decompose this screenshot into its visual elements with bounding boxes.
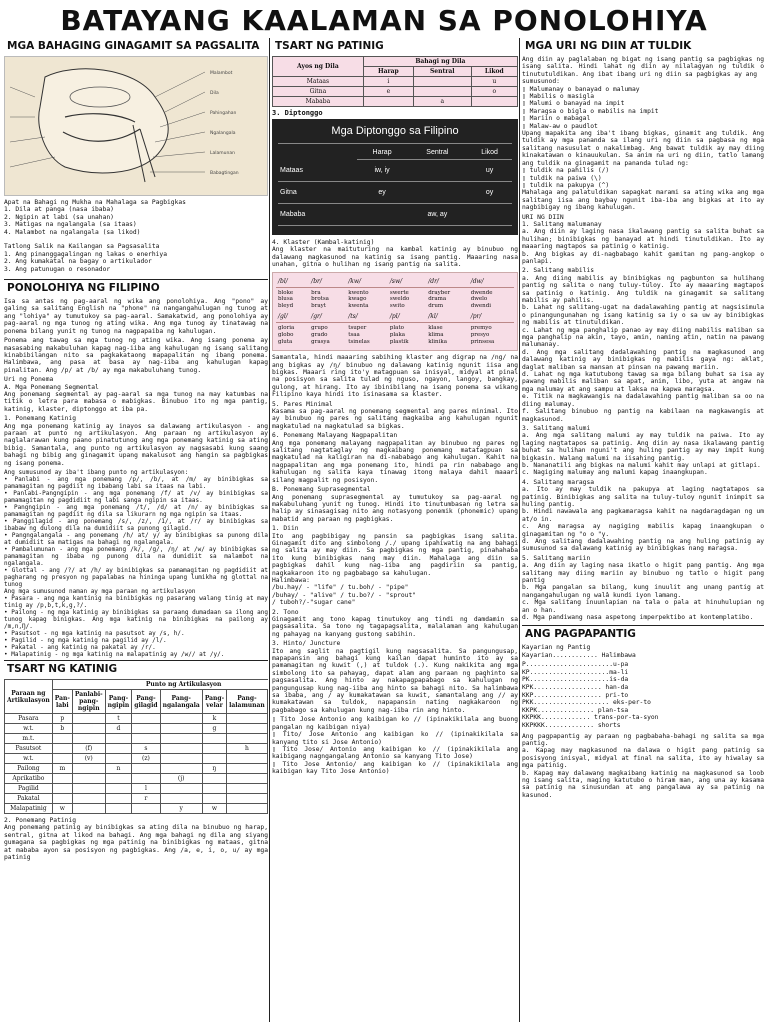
- table-cell: [267, 774, 268, 784]
- paragraph: 5. Salitang mariin a. Ang diin ay laging nasa ikatlo o higit pang pantig. Ang mga salitang may diing mariin ay binubuo ng tatlo o higit pang pantig b. Mga pangalan sa bilang, kung inuulit ang unang pantig at nangangahulugan ng walâ kundi iyon lamang. c. Mga salitang inuunlapian na tala o pala at hinuhulupian ng an o han. d. Mga pandiwang nasa aspetong imperpektibo at kontemplatibo.: [522, 554, 764, 622]
- table-row: [278, 160, 512, 182]
- table-row-label: Pagilid: [5, 784, 53, 794]
- table-cell: [52, 784, 72, 794]
- section-heading-tsart-katinig: TSART NG KATINIG: [4, 660, 268, 676]
- table-cell: [413, 87, 471, 97]
- table-cell: [160, 794, 202, 804]
- table-cell: [72, 784, 105, 794]
- table-row-label: Pasara: [5, 714, 53, 724]
- table-cell: [413, 77, 471, 87]
- table-cell: [72, 794, 105, 804]
- table-cell: [72, 764, 105, 774]
- svg-text:Ngalangala: Ngalangala: [210, 131, 236, 136]
- table-cell: [132, 734, 160, 744]
- table-column-header: Pang-lalamunan: [227, 690, 268, 714]
- table-cell: [408, 160, 467, 182]
- paragraph: 3. Hinto/ Juncture Ito ang saglit na pagtigil kung nagsasalita. Sa pangungusap, mapapansin ang bahagi kung kailan dapat huminto ito ay sa pamamagitan ng kuwit (,) at tuldok (.). Kung nakikita ang mga simbolong ito sa pahayag, dapat alam ang paraan ng paghinto sa pagsasalita. Ang hinto ay nakapagpapabago sa kahulugan ng pangungusap kung nag-iiba ang hinto sa bahagi nito. Sa halimbawa sa ibaba, ang / ay kumakatawan sa kuwit, samantalang ang // ay kumakatawan sa tuldok, napapansin nating nagkakaroon ng pagbabago sa kahulugan kung nag-iiba rin ang hinto.: [272, 640, 518, 714]
- table-group-header: Bahagi ng Dila: [363, 57, 517, 67]
- list-item: KPK.................. han-da: [522, 684, 629, 692]
- table-column-header: Harap: [363, 67, 413, 77]
- klaster-words: grupo grado grasya: [311, 325, 330, 345]
- table-cell: g: [202, 724, 226, 734]
- table-cell: [52, 794, 72, 804]
- table-cell: [227, 804, 268, 814]
- table-cell: [267, 744, 268, 754]
- section-heading-ponolohiya: PONOLOHIYA NG FILIPINO: [4, 279, 268, 295]
- table-group-header: Punto ng Artikulasyon: [52, 680, 268, 690]
- klaster-head: /dr/: [426, 276, 468, 288]
- klaster-head: /kl/: [426, 311, 468, 323]
- svg-text:Dila: Dila: [210, 91, 219, 96]
- table-cell: [202, 754, 226, 764]
- table-cell: [227, 754, 268, 764]
- table-row: [5, 794, 269, 804]
- table-column-header: Sentral: [408, 146, 467, 160]
- table-cell: h: [227, 744, 268, 754]
- table-cell: oy: [467, 181, 512, 203]
- klaster-head: /br/: [309, 276, 346, 288]
- klaster-words: kwento kwago kwenta: [348, 289, 369, 309]
- table-cell: l: [132, 784, 160, 794]
- paragraph: B. Ponemang Suprasegmental Ang ponemang suprasegmental ay tumutukoy sa pag-aaral ng makabuluhang yunit ng tunog. Hindi ito tinutumbasan ng letra sa halip ay sinasagisag nito ang notasyong ponemik (phonemic) upang mabatid ang paraan ng pagbigkas.: [272, 486, 518, 523]
- table-row: [5, 764, 269, 774]
- table-cell: k: [202, 714, 226, 724]
- klaster-words: bloke blusa bleyd: [278, 289, 294, 309]
- table-cell: [408, 181, 467, 203]
- table-row: [276, 287, 514, 311]
- table-row: [273, 77, 518, 87]
- table-column-header: Likod: [467, 146, 512, 160]
- section-heading-pagpapantig: ANG PAGPAPANTIG: [522, 625, 764, 641]
- table-column-header: Pang-gilagid: [132, 690, 160, 714]
- table-column-header: Pang-ngalangala: [160, 690, 202, 714]
- table-row: [276, 276, 514, 288]
- katinig-chart-table: [4, 679, 268, 814]
- table-cell: [202, 774, 226, 784]
- table-cell: n: [105, 764, 132, 774]
- table-cell: (v): [72, 754, 105, 764]
- klaster-head: /dw/: [469, 276, 514, 288]
- list-item: PK.....................is-da: [522, 676, 629, 684]
- table-cell: [202, 734, 226, 744]
- table-cell: [72, 714, 105, 724]
- paragraph: 5. Pares Minimal Kasama sa pag-aaral ng ponemang segmental ang pares minimal. Ito ay binubuo ng pares ng salitang magkaiba ang kahulugan ngunit magkatulad na magkatulad sa bigkas.: [272, 400, 518, 430]
- klaster-words: dwende dwelo dwendi: [470, 289, 493, 309]
- klaster-head: /pl/: [388, 311, 426, 323]
- paragraph: 2. Tono Ginagamit ang tono kapag tinutukoy ang tindi ng damdamin sa pagsasalita. Sa tono ng tagapagsalita, malalaman ang kahulugan ng pahayag na kanyang gustong sabihin.: [272, 608, 518, 638]
- table-cell: [227, 764, 268, 774]
- paragraph: Isa sa antas ng pag-aaral ng wika ang ponolohiya. Ang "pono" ay galing sa salitang English na "phone" na nangangahulugan ng tunog at ang "lohiya" ay tumutukoy sa pag-aaral. Samakatwid, ang ponolohiya ay pag-aaral ng mga tunog ng ating wika. Ang mga tunog ay tinatawag na ponema bilang yunit ng tunog na nagpapaiba ng kahulugan.: [4, 298, 268, 335]
- table-corner: [278, 146, 357, 160]
- table-cell: [227, 794, 268, 804]
- table-cell: [227, 784, 268, 794]
- table-cell: [357, 203, 408, 225]
- table-column-header: Likod: [471, 67, 517, 77]
- table-row-label: Gitna: [278, 181, 357, 203]
- table-cell: [105, 794, 132, 804]
- diptonggo-label: 3. Diptonggo: [272, 109, 323, 117]
- table-row-label: Pakatal: [5, 794, 53, 804]
- column-left: [4, 36, 268, 1022]
- table-cell: [202, 744, 226, 754]
- table-row: [276, 311, 514, 323]
- table-cell: [467, 203, 512, 225]
- table-row-label: w.t.: [5, 724, 53, 734]
- table-row: [5, 774, 269, 784]
- table-cell: [105, 744, 132, 754]
- table-column-header: Harap: [357, 146, 408, 160]
- table-cell: p: [52, 714, 72, 724]
- paragraph: 1. Diin Ito ang pagbibigay ng pansin sa pagbigkas isang salita. Ginagamit dito ang simbolong /./ upang ipahiwatig na ang bahagi ng salita ay may diin. Sa pagbigkas ng mga pantig, pinahahaba ito kung binibigkas nang may diin. Mahalaga ang diin sa pagbigkas dahil kung nag-iiba ang pagdiriin sa pantig, nagkakaroon ito ng pagbabago sa kahulugan. Halimbawa: /bu.hay/ - "life" / tu.boh/ - "pipe" /buhay/ - "alive" / tu.bo?/ - "sprout" / tuboh?/-"sugar cane": [272, 525, 518, 607]
- table-row-label: Pailong: [5, 764, 53, 774]
- klaster-words: swerte sweldo swito: [389, 289, 410, 309]
- table-corner: Paraan ng Artikulasyon: [5, 680, 53, 714]
- table-cell: [132, 714, 160, 724]
- table-cell: ŋ: [202, 764, 226, 774]
- table-column-header: Pan-labi: [52, 690, 72, 714]
- klaster-words: plato plaka plastik: [389, 325, 409, 345]
- table-cell: [105, 784, 132, 794]
- table-cell: [132, 804, 160, 814]
- patinig-chart-table: [272, 56, 518, 107]
- table-cell: (z): [132, 754, 160, 764]
- table-cell: [267, 754, 268, 764]
- paragraph: 1. Ponemang Katinig Ang mga ponemang katinig ay inayos sa dalawang artikulasyon - ang paraan at punto ng artikulasyon. Ang paraan ng artikulasyon ay naglalarawan kung paano pinatutunog ang mga ponemang katinig sa ating bibig. Samantala, ang punto ng artikulasyon ay nagsasabi kung saang bahagi ng bibig ang ginagamit upang makalusot ang hangin sa pagbigkas ng isang ponema.: [4, 415, 268, 467]
- klaster-words: tsuper tsaa tsinelas: [348, 325, 370, 345]
- paragraph: Uri ng Ponema A. Mga Ponemang Segmental Ang ponemang segmental ay pag-aaral sa mga tunog na may katumbas na titik o letra para mabasa o mabigkas. Binubuo ito ng mga pantig, katinig, klaster, diptonggo at iba pa.: [4, 376, 268, 413]
- column-right: [522, 36, 764, 1022]
- list-item: PKK.................... eks-per-to: [522, 699, 651, 707]
- table-cell: [52, 744, 72, 754]
- klaster-words: bra brotsa brayt: [311, 289, 329, 309]
- table-row: [278, 203, 512, 225]
- section-heading-tsart-patinig: TSART NG PATINIG: [275, 40, 384, 52]
- table-cell: [72, 774, 105, 784]
- list-item: KKPKKK............. shorts: [522, 722, 621, 730]
- table-cell: a: [413, 97, 471, 107]
- table-cell: [72, 724, 105, 734]
- table-cell: [227, 724, 268, 734]
- table-cell: uy: [467, 160, 512, 182]
- table-cell: [267, 784, 268, 794]
- table-column-header: [267, 690, 268, 714]
- table-row: [5, 784, 269, 794]
- paragraph: Ang pagpapantig ay paraan ng pagbabaha-bahagi ng salita sa mga pantig. a. Kapag may magkasunod na dalawa o higit pang patinig sa posisyong inisyal, midyal at final na salita, ito ay hiwalay sa mga patinig. b. Kapag may dalawang magkaibang katinig na magkasunod sa loob ng isang salita, maging katutubo o hiram man, ang una ay kasama sa patinig na sinusundan at ang pangalawa ay sa patinig na kasunod.: [522, 732, 764, 799]
- klaster-words: premyo presyo prinsesa: [470, 325, 495, 345]
- table-cell: [160, 724, 202, 734]
- list-item: KKP.................. pri-to: [522, 691, 629, 699]
- table-column-header: Sentral: [413, 67, 471, 77]
- table-cell: r: [132, 794, 160, 804]
- svg-text:Babagtingan: Babagtingan: [210, 171, 239, 176]
- table-cell: [267, 794, 268, 804]
- table-cell: [471, 97, 517, 107]
- table-cell: [105, 804, 132, 814]
- klaster-table: [272, 272, 518, 352]
- list-item: KKPKK............. trans-por-ta-syon: [522, 714, 659, 722]
- page-title: BATAYANG KAALAMAN SA PONOLOHIYA: [60, 4, 708, 37]
- list-item: KKPK............... plan-tsa: [522, 706, 629, 714]
- table-cell: [160, 784, 202, 794]
- table-row-label: Mataas: [278, 160, 357, 182]
- klaster-head: /pr/: [469, 311, 514, 323]
- table-cell: d: [105, 724, 132, 734]
- table-cell: [227, 734, 268, 744]
- paragraph: 2. Salitang mabilis a. Ang diing mabilis ay binibigkas ng pagbunton sa hulihang pantig ng salita o nang tuluy-tuloy. Ito ay maaaring magtapos sa patinig o katinig. Ang tuldik na ginagamit sa salitang mabilis ay pahilis. b. Lahat ng salitang-ugat na dadalawahing pantig at nagsisimula o pinangungunahan ng isang katinig sa iy o sa uw ay binibigkas ng mabilis at tinutuldikan. c. Lahat ng mga panghalip panao ay may diing mabilis maliban sa mga panghalip na akin, tayo, amin, naming atin, natin na pawang malumanay. d. Ang mga salitang dadalawahing pantig na magkasunod ang dalawang katinig ay binibigkas ng mabilis gaya ng: aklat, daglat maliban sa mansan at pinsan na pawang mariin. d. Lahat ng mga katutubong tawag sa mga bilang buhat sa isa ay pawang mabilis maliban sa apat, anim, libo, yuta at angaw na mga malumay at ang sampu at laksa na kapwa maragsa. e. Titik na magkawangis na dadalawahing pantig maliban sa oo na diing malumay. f. Salitang binubuo ng pantig na kabilaan na magkawangis at magkasunod.: [522, 267, 764, 423]
- table-row: [5, 714, 269, 724]
- section-heading-bahagi: MGA BAHAGING GINAGAMIT SA PAGSALITA: [7, 40, 260, 52]
- table-cell: [267, 724, 268, 734]
- paragraph: Ang diin ay paglalaban ng bigat ng isang pantig sa pagbigkas ng isang salita. Hindi lahat ng diin ay nilalagyan ng tuldik o tinututuldikan. Ang ibat ibang uri ng diin sa pagbigkas ay ang sumusunod: ▯ Malumanay o banayad o malumay ▯ Mabilis o masigla ▯ Malumi o banayad na impit ▯ Maragsa o bigla o mabilis na impit ▯ Mariin o mabagal ▯ Malaw-aw o paudlot Upang mapakita ang iba't ibang bigkas, ginamit ang tuldik. Ang tuldik ay mga pananda sa ilang uri ng diin sa pagbasa ng mga salitang nasusulat o nakalimbag. Ang bawat tuldik ay may diing kinakatawan o kinauukulan. Sa anim na uri ng diin, tatlo lamang ang tuldik na ginagamit na pananda tulad ng: ▯ tuldik na pahilis (/) ▯ tuldik na paiwa (\) ▯ tuldik na pakupya (^) Mahalaga ang palatuldikan sapagkat marami sa ating wika ang mga salitang iisa ang baybay ngunit iba-iba ang bigkas at ito ay nagbibigay ng ibang kahulugan.: [522, 56, 764, 212]
- table-cell: w: [202, 804, 226, 814]
- speech-organs-diagram: [4, 56, 268, 196]
- diptonggo-title: Mga Diptonggo sa Filipino: [278, 123, 512, 144]
- paragraph: Ponema ang tawag sa mga tunog ng ating wika. Ang isang ponema ay masasabing makabuluhan kapag nag-iiba ang kahulugan ng isang salitang kinabibilangan nito sa pagkakataong mapapalitan ng ibang ponema. Halimbawa, ang pasa at basa ay nag-iiba ang kahulugan kapag pinalitan. Ang /p/ at /b/ ay mga makabuluhang tunog.: [4, 337, 268, 374]
- klaster-head: /gl/: [276, 311, 309, 323]
- paragraph: 4. Salitang maragsa a. Ito ay may tuldik na pakupya at laging nagtatapos sa patinig. Binibigkas ang salita na tuluy-tuloy ngunit inimpit sa huling pantig. b. Hindi nawawala ang pagkamaragsa kahit na nagdaragdagan ng um at/o in. c. Ang maragsa ay nagiging mabilis kapag inaangkupan o ginagamitan ng "o o "y. d. Ang salitang dadalawahing pantig na ang huling patinig ay sumusunod sa dalawang katinig ay binibigkas nang maragsa.: [522, 478, 764, 553]
- table-row: [276, 323, 514, 347]
- klaster-head: /ts/: [346, 311, 388, 323]
- klaster-head: /bl/: [276, 276, 309, 288]
- table-cell: o: [471, 87, 517, 97]
- table-cell: [132, 764, 160, 774]
- column-divider: [269, 38, 270, 1022]
- table-row-label: Mataas: [273, 77, 364, 87]
- table-cell: [227, 774, 268, 784]
- paragraph: 4. Klaster (Kambal-katinig) Ang klaster na maituturing na kambal katinig ay binubuo ng dalawang magkasunod na katinig sa isang pantig. Maaaring nasa unahan, gitna o hulihan ng isang pantig na salita.: [272, 239, 518, 269]
- paragraph: Samantala, hindi maaaring sabihing klaster ang digrap na /ng/ na ang bigkas ay /ŋ/ binubuo ng dalawang katinig ngunit iisa ang bigkas. Maaari ring ito'y matagpuan sa inisyal, midyal at pinal na posisyon sa salita tulad ng nguso, ngayon, langoy, bangkay, gulong, at hirang. Ito ay ibinibilang na isang ponema sa wikang Filipino kaya hindi ito isinasama sa klaster.: [272, 354, 518, 399]
- table-cell: [267, 764, 268, 774]
- table-cell: t: [105, 714, 132, 724]
- table-cell: (j): [160, 774, 202, 784]
- klaster-words: drayber drama drum: [428, 289, 451, 309]
- table-cell: [72, 804, 105, 814]
- column-divider: [519, 38, 520, 1022]
- table-cell: e: [363, 87, 413, 97]
- svg-text:Pahingahan: Pahingahan: [210, 111, 237, 116]
- table-cell: [52, 774, 72, 784]
- svg-text:Malambot: Malambot: [210, 71, 233, 76]
- table-row: [273, 97, 518, 107]
- table-cell: [202, 784, 226, 794]
- head-profile-illustration: [5, 57, 267, 196]
- table-column-header: Pang-velar: [202, 690, 226, 714]
- column-middle: [272, 36, 518, 1022]
- table-cell: [160, 754, 202, 764]
- table-row: [5, 744, 269, 754]
- table-cell: [52, 754, 72, 764]
- table-cell: [160, 714, 202, 724]
- klaster-head: /gr/: [309, 311, 346, 323]
- table-cell: aw, ay: [408, 203, 467, 225]
- table-column-header: Pang-ngipin: [105, 690, 132, 714]
- table-cell: [227, 714, 268, 724]
- table-cell: y: [160, 804, 202, 814]
- paragraph: Ang sumusunod ay iba't ibang punto ng artikulasyon: • Panlabi - ang mga ponemang /p/, /b/, at /m/ ay binibigkas sa pamamagitan ng pagdiit ng ibabang labi sa itaas na labi. • Panlabi-Pangngipin - ang mga ponemang /f/ at /v/ ay binibigkas sa pamamagitan ng pagdidiit ng labi sanga ngipin sa itaas. • Pangngipin - ang mga ponemang /t/, /d/ at /n/ ay binibigkas sa pamamagitan ng pagdiit ng dila sa likurarn ng mga ngipin sa itaas. • Panggilagid - ang ponemang /s/, /z/, /1/, at /r/ ay binibigkas sa ibabaw ng dulong dila na dumidiit sa punong gilagid. • Pangngalangala - ang ponemang /h/ at/ y/ ay binibigkas sa punong dila at dumidiit sa matigas na bahagi ng ngalangala. • Pambalumunan - ang mga ponemang /k/, /g/, /ŋ/ at /w/ ay binibigkas sa pamamagitan ng ibaba ng punong dila na dumidiit sa malambot na ngalangala. • Glottal - ang /?/ at /h/ ay binibigkas sa pamamagitan ng pagdidiit at pagharang ng presyon ng papalabas na hininga upang lumikha ng glottal na tunog Ang mga sumusunod naman ay mga paraan ng artikulasyon • Pasara - ang mga kantinig na binibigkas ng pasarang walang tinig at may tinig ay /p,b,t,k,g,?/. • Pailong - ng mga katinig ay binibigkas sa paraang dumadaan sa ilong ang tunog kapag binigkas. Ang mga katinig na binibigkas na pailong ay /m,n,Ŋ/. • Pasutsot - ng mga katinig na pasutsot ay /s, h/. • Pagilid - ng mga katinig na pagilid ay /l/. • Pakatal - ang katinig na pakatal ay /r/. • Malapatinig - ng mga katinig na malapatinig ay /w// at /y/.: [4, 469, 268, 658]
- table-cell: [160, 744, 202, 754]
- table-column-header: Panlabi-pang-ngipin: [72, 690, 105, 714]
- paragraph: URI NG DIIN 1. Salitang malumanay a. Ang diin ay laging nasa ikalawang pantig sa salita buhat sa hulihan; binibigkas ng banayad at hindi tinutuldikan. Ito ay maaaring magtapos sa patinig o katinig. b. Ang bigkas ay di-nagbabago kahit gamitan ng pang-angkop o panlapi.: [522, 213, 764, 265]
- table-row: [5, 734, 269, 744]
- klaster-head: /kw/: [346, 276, 388, 288]
- table-cell: u: [471, 77, 517, 87]
- paragraph: 3. Salitang malumi a. Ang mga salitang malumi ay may tuldik na paiwa. Ito ay laging nagtatapos sa patinig. Ang diin ay nasa ikalawang pantig buhat sa hulihan nguni't ang huling pantig ay may impit kung bigkasin. Walang malumi na iisahing pantig. b. Nananatili ang bigkas na malumi kahit may unlapi at gitlapi. c. Nagiging malumay ang malumi kapag inaangkupan.: [522, 424, 764, 477]
- table-cell: iw, iy: [357, 160, 408, 182]
- paragraph: Kayarian ng Pantig Kayarian............ Halimbawa: [522, 644, 636, 659]
- diptonggo-table: [278, 146, 512, 226]
- paragraph: 2. Ponemang Patinig Ang ponemang patinig ay binibigkas sa ating dila na binubuo ng harap, sentral, gitna at likod na bahagi. Ang mga bahagi ng dila ang siyang gumagana sa pagbigkas ng mga patinig na binibigkas ng mataas, gitna at mababa ayon sa posisyon ng pagbigkas. Ang /a, e, i, o, u/ ay mga patinig: [4, 817, 268, 862]
- table-cell: w: [52, 804, 72, 814]
- table-cell: [132, 774, 160, 784]
- table-cell: m: [52, 764, 72, 774]
- paragraph: ▯ Tito Jose Antonio ang kaibigan ko // (ipinakikilala ang buong pangalan ng kaibigan niya) ▯ Tito/ Jose Antonio ang kaibigan ko // (ipinakikilala sa kanyang tito si Jose Antonio) ▯ Tito Jose/ Antonio ang kaibigan ko // (ipinakikilala ang kaibigang nagngangalang Antonio sa kanyang Tito Jose) ▯ Tito Jose Antonio/ ang kaibigan ko // (ipinakikilala ang kaibigan kay Tito Jose Antonio): [272, 716, 518, 776]
- table-cell: [267, 804, 268, 814]
- table-row-label: Aprikatibo: [5, 774, 53, 784]
- table-cell: [105, 754, 132, 764]
- klaster-words: gloria globo gluta: [278, 325, 295, 345]
- table-cell: [52, 734, 72, 744]
- table-cell: i: [363, 77, 413, 87]
- table-row-label: Mababa: [278, 203, 357, 225]
- table-cell: [105, 734, 132, 744]
- table-row: [5, 724, 269, 734]
- table-row-label: Pasutsot: [5, 744, 53, 754]
- table-cell: [267, 714, 268, 724]
- table-cell: ey: [357, 181, 408, 203]
- table-corner: Ayos ng Dila: [273, 57, 364, 77]
- table-cell: [72, 734, 105, 744]
- table-cell: s: [132, 744, 160, 754]
- table-cell: [105, 774, 132, 784]
- table-cell: [160, 764, 202, 774]
- table-row: [5, 804, 269, 814]
- klaster-words: klase klima klinika: [428, 325, 447, 345]
- klaster-head: /sw/: [388, 276, 426, 288]
- table-cell: [267, 734, 268, 744]
- table-row-label: Mababa: [273, 97, 364, 107]
- table-row: [278, 181, 512, 203]
- table-cell: [132, 724, 160, 734]
- paragraph: 6. Ponemang Malayang Nagpapalitan Ang mga ponemang malayang nagpapalitan ay binubuo ng pares ng salitang nagtataglay ng magkaibang ponemang matatagpuan sa magkatulad na kaligiran na di-nababago ang kahulugan. Kahit na nagpapalitan ang mga ponemang ito, hindi pa rin nababago ang kahulugan ng salita kaya tinawag itong malaya dahil maaari silang magpalit ng posisyon.: [272, 432, 518, 484]
- diptonggo-panel: [272, 119, 518, 235]
- list-item: P.......................u-pa: [522, 661, 629, 669]
- svg-text:Lalamunan: Lalamunan: [210, 151, 235, 156]
- table-row-label: m.t.: [5, 734, 53, 744]
- section-heading-diin: MGA URI NG DIIN AT TULDIK: [525, 40, 692, 52]
- table-row: [273, 87, 518, 97]
- bahagi-list: Apat na Bahagi ng Mukha na Mahalaga sa Pagbigkas 1. Dila at panga (nasa ibaba) 2. Ngipin at labi (sa unahan) 3. Matigas na ngalangala (sa itaas) 4. Malambot na ngalangala (sa likod) Tatlong Salik na Kailangan sa Pagsasalita 1. Ang pinanggagalingan ng lakas o enerhiya 2. Ang kumakatal na bagay o artikulador 3. Ang patunugan o resonador: [4, 199, 186, 273]
- table-row-label: w.t.: [5, 754, 53, 764]
- table-row-label: Gitna: [273, 87, 364, 97]
- table-cell: (f): [72, 744, 105, 754]
- table-cell: [363, 97, 413, 107]
- table-cell: [202, 794, 226, 804]
- list-item: KP.....................ma-li: [522, 668, 629, 676]
- table-row-label: Malapatinig: [5, 804, 53, 814]
- pantig-structure-list: [522, 661, 764, 729]
- table-cell: b: [52, 724, 72, 734]
- table-cell: [160, 734, 202, 744]
- table-row: [5, 754, 269, 764]
